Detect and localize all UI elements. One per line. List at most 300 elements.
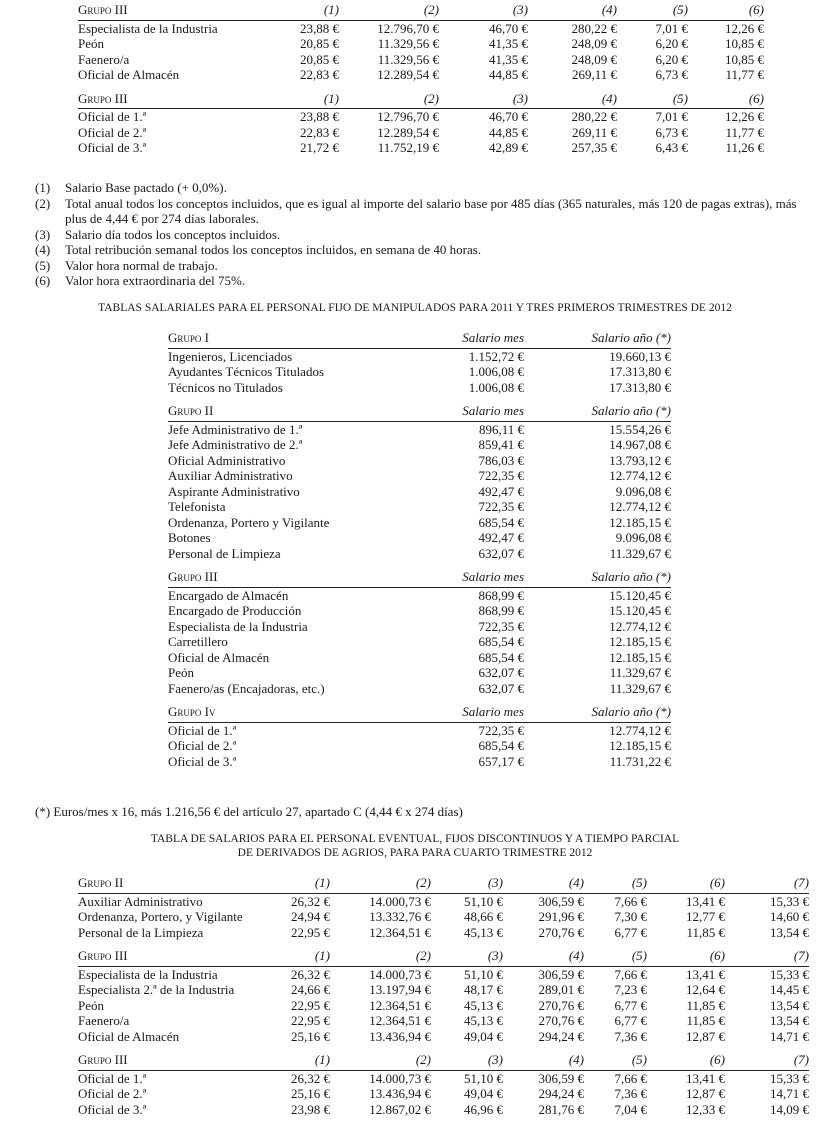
value-cell: 10,85 € [725, 51, 764, 67]
value-cell: 48,66 € [464, 909, 503, 924]
table-row [168, 546, 671, 562]
value-cell: 23,88 € [300, 109, 339, 124]
value-cell: 685,54 € [478, 649, 524, 665]
value-cell: 15.120,45 € [609, 603, 671, 618]
value-cell: 42,89 € [489, 140, 528, 155]
value-cell: 17.313,80 € [609, 379, 671, 395]
column-header: (1) [270, 948, 330, 966]
category-cell: Faenero/as (Encajadoras, etc.) [168, 680, 325, 696]
agrios-salary-table [78, 875, 809, 1117]
value-cell: 6,20 € [655, 36, 688, 51]
table-row [78, 1013, 809, 1029]
salario-anio-footnote: (*) Euros/mes x 16, más 1.216,56 € del artículo 27, apartado C (4,44 € x 274 días) [35, 804, 463, 819]
value-cell: 12,26 € [725, 109, 764, 124]
value-cell: 786,03 € [478, 452, 524, 468]
category-cell: Oficial de 3.ª [78, 1101, 147, 1117]
salary-table-grupo-iii [78, 2, 764, 156]
column-header: (5) [584, 1052, 647, 1070]
group-label: Grupo II [168, 403, 411, 421]
table-row [168, 681, 671, 697]
value-cell: 12,87 € [686, 1086, 725, 1101]
value-cell: 6,43 € [655, 140, 688, 155]
value-cell: 657,17 € [478, 753, 524, 769]
table-row [168, 665, 671, 681]
value-cell: 44,85 € [489, 124, 528, 140]
value-cell: 10,85 € [725, 36, 764, 51]
value-cell: 46,70 € [489, 20, 528, 36]
value-cell: 49,04 € [464, 1028, 503, 1044]
value-cell: 280,22 € [571, 109, 617, 124]
value-cell: 12.774,12 € [609, 618, 671, 634]
value-cell: 44,85 € [489, 67, 528, 82]
group-label: Grupo III [168, 569, 411, 587]
value-cell: 7,23 € [614, 982, 647, 997]
value-cell: 632,07 € [478, 545, 524, 561]
value-cell: 7,36 € [614, 1028, 647, 1044]
value-cell: 280,22 € [571, 20, 617, 36]
table-row [168, 453, 671, 469]
column-header-salario-mes: Salario mes [411, 569, 524, 587]
value-cell: 11.329,56 € [377, 51, 439, 67]
value-cell: 12.364,51 € [369, 924, 431, 940]
value-cell: 13.197,94 € [369, 982, 431, 997]
value-cell: 685,54 € [478, 514, 524, 530]
category-cell: Oficial de 2.ª [168, 738, 237, 753]
table-row [168, 499, 671, 515]
category-cell: Encargado de Almacén [168, 587, 289, 603]
value-cell: 14.000,73 € [369, 1070, 431, 1086]
column-header: (6) [688, 2, 764, 20]
value-cell: 21,72 € [300, 140, 339, 155]
value-cell: 51,10 € [464, 966, 503, 982]
manipulados-table-caption: TABLAS SALARIALES PARA EL PERSONAL FIJO DE MANIPULADOS PARA 2011 Y TRES PRIMEROS TRIMESTRES DE 2012 [98, 302, 732, 314]
note-number: (3) [35, 226, 51, 242]
category-cell: Telefonista [168, 499, 226, 514]
category-cell: Faenero/a [78, 51, 130, 67]
column-header: (2) [339, 91, 439, 109]
column-header: (7) [725, 875, 809, 893]
section-gap [168, 395, 671, 403]
gap-cell [78, 940, 809, 948]
value-cell: 492,47 € [478, 483, 524, 499]
value-cell: 896,11 € [478, 421, 524, 437]
value-cell: 291,96 € [538, 909, 584, 924]
gap-cell [78, 83, 764, 91]
value-cell: 12.774,12 € [609, 499, 671, 514]
value-cell: 306,59 € [538, 966, 584, 982]
value-cell: 9.096,08 € [615, 483, 671, 499]
value-cell: 25,16 € [291, 1086, 330, 1101]
value-cell: 13,41 € [686, 893, 725, 909]
column-header: (1) [270, 1052, 330, 1070]
note-item [35, 273, 815, 289]
category-cell: Ingenieros, Licenciados [168, 348, 293, 364]
table-row [168, 754, 671, 770]
column-header: (3) [431, 875, 503, 893]
value-cell: 12,77 € [686, 909, 725, 924]
category-cell: Oficial de 1.ª [168, 722, 237, 738]
table-row [168, 722, 671, 738]
value-cell: 11,85 € [686, 924, 725, 940]
value-cell: 6,77 € [614, 1013, 647, 1028]
value-cell: 19.660,13 € [609, 348, 671, 364]
value-cell: 14,45 € [770, 982, 809, 997]
note-item [35, 196, 815, 227]
group-header-row [168, 330, 671, 348]
value-cell: 722,35 € [478, 468, 524, 483]
value-cell: 12.289,54 € [377, 67, 439, 82]
note-item [35, 242, 815, 258]
column-header: (5) [584, 875, 647, 893]
group-label: Grupo Iv [168, 704, 411, 722]
value-cell: 24,66 € [291, 982, 330, 997]
column-header-salario-anio: Salario año (*) [524, 330, 671, 348]
table-row [78, 125, 764, 141]
table-row [78, 1029, 809, 1045]
value-cell: 45,13 € [464, 924, 503, 940]
group-header-row [168, 403, 671, 421]
value-cell: 12,64 € [686, 982, 725, 997]
value-cell: 11,77 € [725, 67, 764, 82]
column-header: (2) [330, 875, 431, 893]
value-cell: 294,24 € [538, 1086, 584, 1101]
category-cell: Especialista de la Industria [168, 618, 308, 634]
table-row [168, 380, 671, 396]
note-text: Salario Base pactado (+ 0,0%). [65, 180, 227, 195]
value-cell: 7,01 € [655, 20, 688, 36]
agrios-caption-line-1: TABLA DE SALARIOS PARA EL PERSONAL EVENTUAL, FIJOS DISCONTINUOS Y A TIEMPO PARCIAL [150, 833, 680, 845]
value-cell: 14.967,08 € [609, 437, 671, 452]
table-row [78, 67, 764, 83]
note-number: (4) [35, 242, 51, 257]
note-text: Salario día todos los conceptos incluidos. [65, 226, 281, 242]
value-cell: 23,88 € [300, 20, 339, 36]
category-cell: Oficial de 1.ª [78, 109, 147, 124]
section-gap [78, 940, 809, 948]
category-cell: Botones [168, 530, 211, 545]
value-cell: 26,32 € [291, 893, 330, 909]
value-cell: 20,85 € [300, 36, 339, 51]
table-row [168, 468, 671, 484]
value-cell: 15,33 € [770, 1070, 809, 1086]
column-header-salario-mes: Salario mes [411, 403, 524, 421]
column-header: (3) [431, 1052, 503, 1070]
category-cell: Jefe Administrativo de 1.ª [168, 421, 303, 437]
value-cell: 6,73 € [655, 124, 688, 140]
category-cell: Faenero/a [78, 1013, 130, 1028]
value-cell: 22,95 € [291, 997, 330, 1013]
category-cell: Ayudantes Técnicos Titulados [168, 364, 325, 379]
value-cell: 14.000,73 € [369, 893, 431, 909]
value-cell: 868,99 € [478, 587, 524, 603]
column-header: (4) [528, 2, 617, 20]
value-cell: 7,66 € [614, 1070, 647, 1086]
value-cell: 22,83 € [300, 67, 339, 82]
value-cell: 6,77 € [614, 924, 647, 940]
note-number: (1) [35, 180, 51, 195]
value-cell: 13.332,76 € [369, 909, 431, 924]
value-cell: 6,20 € [655, 51, 688, 67]
value-cell: 306,59 € [538, 893, 584, 909]
table-row [168, 587, 671, 603]
value-cell: 26,32 € [291, 1070, 330, 1086]
value-cell: 270,76 € [538, 997, 584, 1013]
column-header: (3) [439, 2, 528, 20]
column-header: (2) [330, 948, 431, 966]
value-cell: 632,07 € [478, 680, 524, 696]
table-row [78, 925, 809, 941]
gap-cell [78, 1044, 809, 1052]
table-row [168, 348, 671, 364]
value-cell: 22,95 € [291, 1013, 330, 1028]
table-row [168, 634, 671, 650]
value-cell: 15,33 € [770, 893, 809, 909]
value-cell: 15.554,26 € [609, 421, 671, 437]
gap-cell [168, 395, 671, 403]
group-label: Grupo III [78, 91, 278, 109]
value-cell: 632,07 € [478, 665, 524, 680]
gap-cell [168, 561, 671, 569]
value-cell: 11.329,67 € [609, 665, 671, 680]
category-cell: Oficial de 2.ª [78, 124, 147, 140]
value-cell: 51,10 € [464, 893, 503, 909]
value-cell: 1.006,08 € [468, 379, 524, 395]
column-header: (6) [647, 875, 725, 893]
category-cell: Encargado de Producción [168, 603, 302, 618]
value-cell: 13.436,94 € [369, 1086, 431, 1101]
category-cell: Auxiliar Administrativo [78, 893, 203, 909]
table-row [168, 364, 671, 380]
category-cell: Oficial de Almacén [168, 649, 270, 665]
value-cell: 15.120,45 € [609, 587, 671, 603]
value-cell: 12.364,51 € [369, 997, 431, 1013]
category-cell: Carretillero [168, 634, 228, 649]
table-row [168, 437, 671, 453]
category-cell: Peón [78, 997, 104, 1013]
note-item [35, 227, 815, 243]
value-cell: 7,01 € [655, 109, 688, 124]
group-label: Grupo III [78, 1052, 270, 1070]
column-header: (1) [278, 91, 339, 109]
table-row [78, 52, 764, 68]
value-cell: 492,47 € [478, 530, 524, 545]
column-header: (7) [725, 948, 809, 966]
table-row [168, 515, 671, 531]
value-cell: 11.752,19 € [377, 140, 439, 155]
value-cell: 13,54 € [770, 997, 809, 1013]
group-header-row [78, 91, 764, 109]
value-cell: 685,54 € [478, 634, 524, 649]
column-header: (2) [339, 2, 439, 20]
value-cell: 269,11 € [571, 67, 617, 82]
manipulados-salary-table [168, 330, 671, 769]
value-cell: 257,35 € [571, 140, 617, 155]
note-text: Total anual todos los conceptos incluidos, que es igual al importe del salario base por 485 días (365 naturales, más 120 de pagas extras), más plus de 4,44 € por 274 días laborales. [65, 195, 797, 226]
value-cell: 25,16 € [291, 1028, 330, 1044]
category-cell: Oficial de 3.ª [168, 753, 237, 769]
note-text: Total retribución semanal todos los conceptos incluidos, en semana de 40 horas. [65, 242, 482, 257]
value-cell: 248,09 € [571, 51, 617, 67]
value-cell: 11,85 € [686, 1013, 725, 1028]
value-cell: 12.185,15 € [609, 649, 671, 665]
category-cell: Especialista 2.ª de la Industria [78, 982, 235, 997]
value-cell: 22,83 € [300, 124, 339, 140]
group-label: Grupo II [78, 875, 270, 893]
column-header-salario-anio: Salario año (*) [524, 704, 671, 722]
column-header: (5) [617, 2, 688, 20]
table-row [78, 893, 809, 909]
value-cell: 13,41 € [686, 1070, 725, 1086]
note-number: (5) [35, 257, 51, 273]
value-cell: 1.006,08 € [468, 364, 524, 379]
note-item [35, 258, 815, 274]
table-row [168, 738, 671, 754]
category-cell: Ordenanza, Portero, y Vigilante [78, 909, 243, 924]
column-header-salario-anio: Salario año (*) [524, 569, 671, 587]
column-header: (2) [330, 1052, 431, 1070]
table-row [168, 530, 671, 546]
value-cell: 722,35 € [478, 499, 524, 514]
value-cell: 17.313,80 € [609, 364, 671, 379]
table-row [78, 109, 764, 125]
value-cell: 26,32 € [291, 966, 330, 982]
value-cell: 11.329,67 € [609, 680, 671, 696]
category-cell: Oficial de Almacén [78, 1028, 180, 1044]
value-cell: 49,04 € [464, 1086, 503, 1101]
column-header: (6) [688, 91, 764, 109]
column-header: (4) [503, 1052, 584, 1070]
note-number: (6) [35, 273, 51, 288]
column-header-salario-anio: Salario año (*) [524, 403, 671, 421]
value-cell: 22,95 € [291, 924, 330, 940]
value-cell: 12,33 € [686, 1101, 725, 1117]
category-cell: Oficial Administrativo [168, 452, 286, 468]
value-cell: 13,54 € [770, 1013, 809, 1028]
section-gap [168, 696, 671, 704]
table-row [78, 966, 809, 982]
column-header: (3) [431, 948, 503, 966]
value-cell: 12.796,70 € [377, 109, 439, 124]
table-row [168, 650, 671, 666]
category-cell: Oficial de 1.ª [78, 1070, 147, 1086]
value-cell: 11.329,56 € [377, 36, 439, 51]
value-cell: 289,01 € [538, 982, 584, 997]
category-cell: Oficial de Almacén [78, 67, 180, 82]
group-header-row [168, 704, 671, 722]
group-label: Grupo III [78, 2, 278, 20]
table-row [78, 998, 809, 1014]
section-gap [168, 561, 671, 569]
table-row [168, 421, 671, 437]
value-cell: 12.774,12 € [609, 468, 671, 483]
category-cell: Aspirante Administrativo [168, 483, 300, 499]
table-row [168, 484, 671, 500]
section-gap [78, 83, 764, 91]
category-cell: Personal de Limpieza [168, 545, 281, 561]
value-cell: 13.793,12 € [609, 452, 671, 468]
table-row [78, 1086, 809, 1102]
value-cell: 45,13 € [464, 997, 503, 1013]
group-header-row [78, 2, 764, 20]
value-cell: 45,13 € [464, 1013, 503, 1028]
table-row [168, 619, 671, 635]
column-header: (5) [617, 91, 688, 109]
value-cell: 46,70 € [489, 109, 528, 124]
value-cell: 20,85 € [300, 51, 339, 67]
value-cell: 12.185,15 € [609, 634, 671, 649]
value-cell: 12.774,12 € [609, 722, 671, 738]
value-cell: 9.096,08 € [615, 530, 671, 545]
category-cell: Auxiliar Administrativo [168, 468, 293, 483]
column-header: (1) [278, 2, 339, 20]
value-cell: 6,77 € [614, 997, 647, 1013]
column-notes [35, 180, 815, 289]
value-cell: 868,99 € [478, 603, 524, 618]
table-row [78, 36, 764, 52]
category-cell: Jefe Administrativo de 2.ª [168, 437, 303, 452]
table-row [78, 140, 764, 156]
note-text: Valor hora normal de trabajo. [65, 257, 218, 273]
value-cell: 722,35 € [478, 618, 524, 634]
category-cell: Ordenanza, Portero y Vigilante [168, 514, 330, 530]
value-cell: 722,35 € [478, 722, 524, 738]
note-item [35, 180, 815, 196]
value-cell: 13,54 € [770, 924, 809, 940]
value-cell: 7,66 € [614, 893, 647, 909]
value-cell: 7,66 € [614, 966, 647, 982]
value-cell: 41,35 € [489, 36, 528, 51]
value-cell: 7,04 € [614, 1101, 647, 1117]
value-cell: 1.152,72 € [468, 348, 524, 364]
value-cell: 11.731,22 € [609, 753, 671, 769]
column-header-salario-mes: Salario mes [411, 704, 524, 722]
table-row [78, 20, 764, 36]
note-text: Valor hora extraordinaria del 75%. [65, 273, 246, 288]
value-cell: 41,35 € [489, 51, 528, 67]
value-cell: 859,41 € [478, 437, 524, 452]
value-cell: 11,77 € [725, 124, 764, 140]
value-cell: 15,33 € [770, 966, 809, 982]
value-cell: 46,96 € [464, 1101, 503, 1117]
group-header-row [78, 948, 809, 966]
value-cell: 12.364,51 € [369, 1013, 431, 1028]
note-number: (2) [35, 195, 51, 211]
value-cell: 269,11 € [571, 124, 617, 140]
value-cell: 13.436,94 € [369, 1028, 431, 1044]
agrios-table-caption [40, 832, 790, 860]
column-header: (6) [647, 1052, 725, 1070]
value-cell: 24,94 € [291, 909, 330, 924]
column-header: (4) [528, 91, 617, 109]
value-cell: 12,26 € [725, 20, 764, 36]
table-row [168, 603, 671, 619]
value-cell: 12.289,54 € [377, 124, 439, 140]
category-cell: Peón [168, 665, 194, 680]
column-header: (1) [270, 875, 330, 893]
value-cell: 11,85 € [686, 997, 725, 1013]
value-cell: 12.185,15 € [609, 738, 671, 753]
value-cell: 12,87 € [686, 1028, 725, 1044]
value-cell: 48,17 € [464, 982, 503, 997]
column-header-salario-mes: Salario mes [411, 330, 524, 348]
value-cell: 281,76 € [538, 1101, 584, 1117]
gap-cell [168, 696, 671, 704]
value-cell: 14,09 € [770, 1101, 809, 1117]
value-cell: 14,60 € [770, 909, 809, 924]
category-cell: Oficial de 3.ª [78, 140, 147, 155]
column-header: (5) [584, 948, 647, 966]
value-cell: 14,71 € [770, 1028, 809, 1044]
